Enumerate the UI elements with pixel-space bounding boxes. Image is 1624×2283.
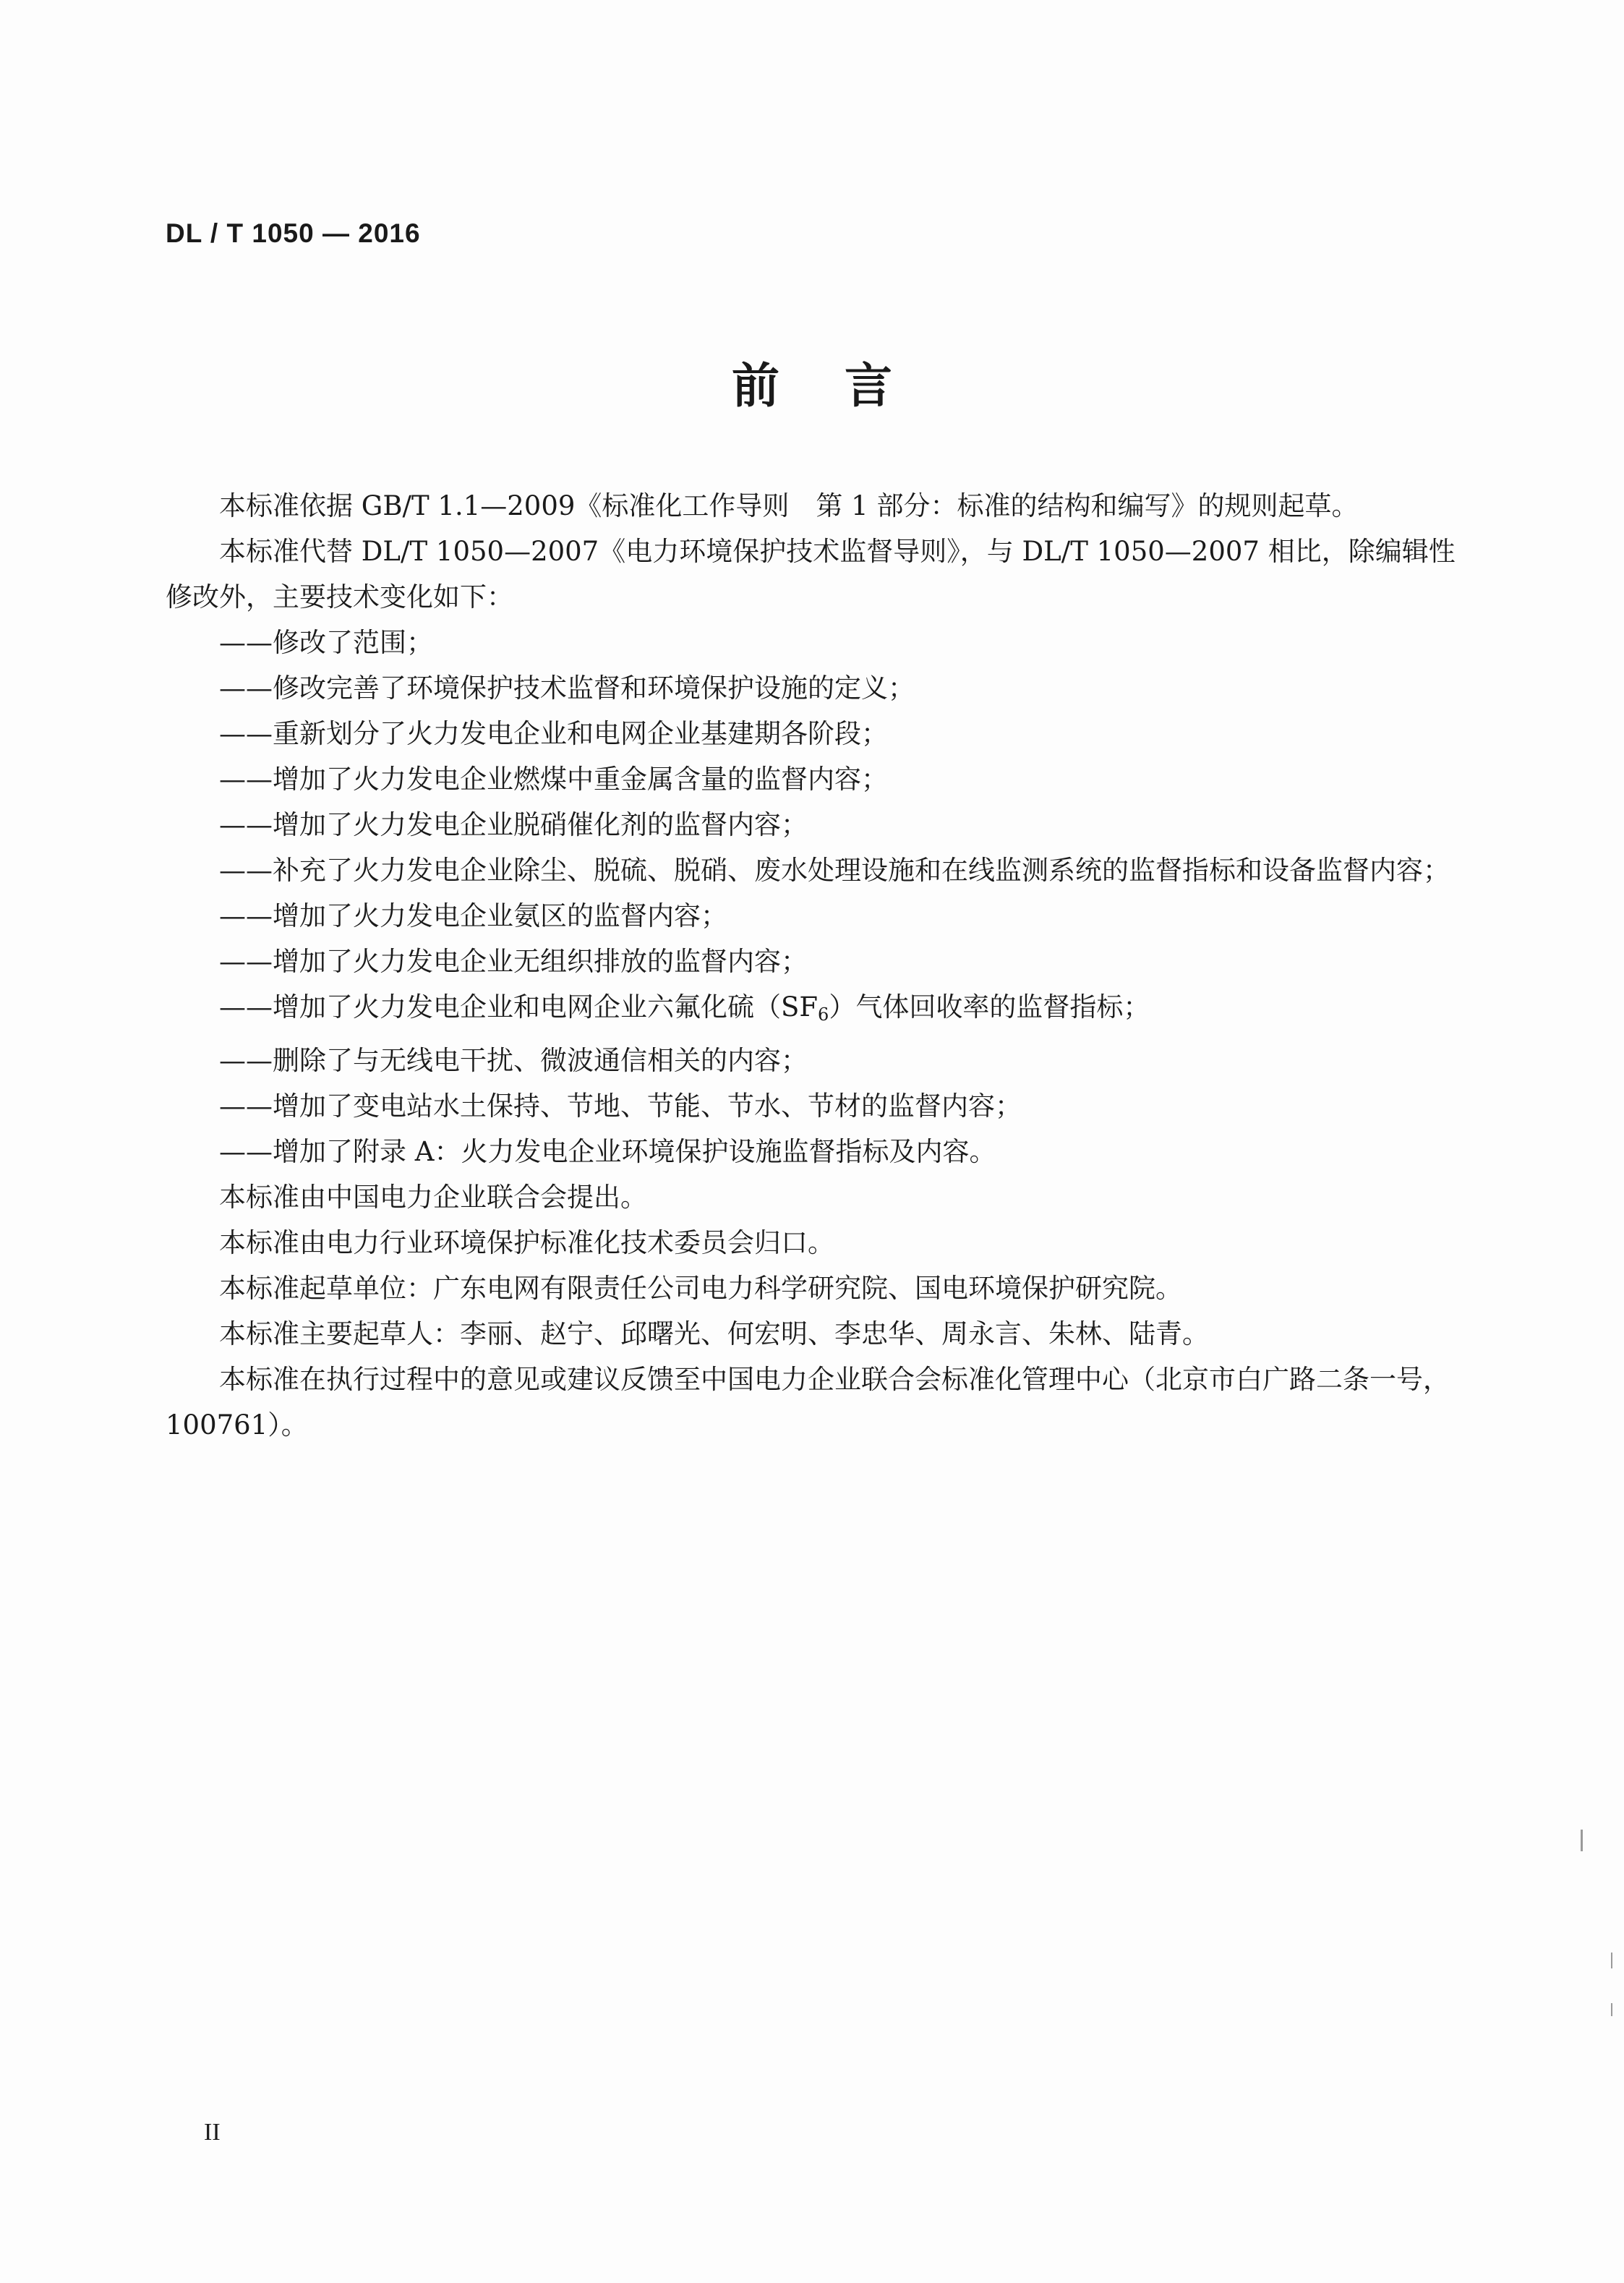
list-item: ——增加了火力发电企业燃煤中重金属含量的监督内容；	[219, 764, 888, 795]
list-item: ——修改了范围；	[219, 627, 433, 658]
scan-artifact-mark	[1581, 1830, 1583, 1851]
list-item: ——删除了与无线电干扰、微波通信相关的内容；	[219, 1045, 808, 1076]
sf6-text-before: ——增加了火力发电企业和电网企业六氟化硫（SF	[219, 991, 819, 1023]
list-item: ——增加了变电站水土保持、节地、节能、节水、节材的监督内容；	[219, 1091, 1022, 1122]
list-item: ——增加了火力发电企业氨区的监督内容；	[219, 900, 727, 931]
paragraph: 本标准在执行过程中的意见或建议反馈至中国电力企业联合会标准化管理中心（北京市白广路二条一号，100761）。	[166, 1364, 1450, 1441]
page-number: II	[204, 2119, 221, 2146]
list-item-sf6	[166, 984, 1460, 1038]
list-item: ——补充了火力发电企业除尘、脱硫、脱硝、废水处理设施和在线监测系统的监督指标和设备监督内容；	[219, 855, 1450, 886]
list-item: ——增加了附录 A：火力发电企业环境保护设施监督指标及内容。	[219, 1136, 996, 1167]
paragraph: 本标准主要起草人：李丽、赵宁、邱曙光、何宏明、李忠华、周永言、朱林、陆青。	[219, 1318, 1209, 1349]
list-item: ——增加了火力发电企业脱硝催化剂的监督内容；	[219, 809, 808, 840]
sf6-text-after: ）气体回收率的监督指标；	[829, 991, 1150, 1023]
scan-artifact-mark	[1611, 1953, 1612, 1968]
document-code: DL / T 1050 — 2016	[166, 218, 421, 248]
list-item: ——增加了火力发电企业无组织排放的监督内容；	[219, 946, 808, 977]
sf6-subscript: 6	[818, 1004, 829, 1025]
paragraph: 本标准由电力行业环境保护标准化技术委员会归口。	[219, 1227, 834, 1258]
foreword-body	[166, 483, 1460, 1448]
page-title: 前言	[732, 358, 957, 414]
paragraph: 本标准起草单位：广东电网有限责任公司电力科学研究院、国电环境保护研究院。	[219, 1273, 1182, 1304]
list-item: ——修改完善了环境保护技术监督和环境保护设施的定义；	[219, 673, 915, 704]
paragraph: 本标准代替 DL/T 1050—2007《电力环境保护技术监督导则》，与 DL/T 1050—2007 相比，除编辑性修改外，主要技术变化如下：	[166, 536, 1456, 613]
paragraph: 本标准依据 GB/T 1.1—2009《标准化工作导则 第 1 部分：标准的结构和编写》的规则起草。	[219, 490, 1359, 521]
paragraph: 本标准由中国电力企业联合会提出。	[219, 1182, 647, 1213]
scan-artifact-mark	[1611, 2003, 1612, 2016]
list-item: ——重新划分了火力发电企业和电网企业基建期各阶段；	[219, 718, 888, 749]
